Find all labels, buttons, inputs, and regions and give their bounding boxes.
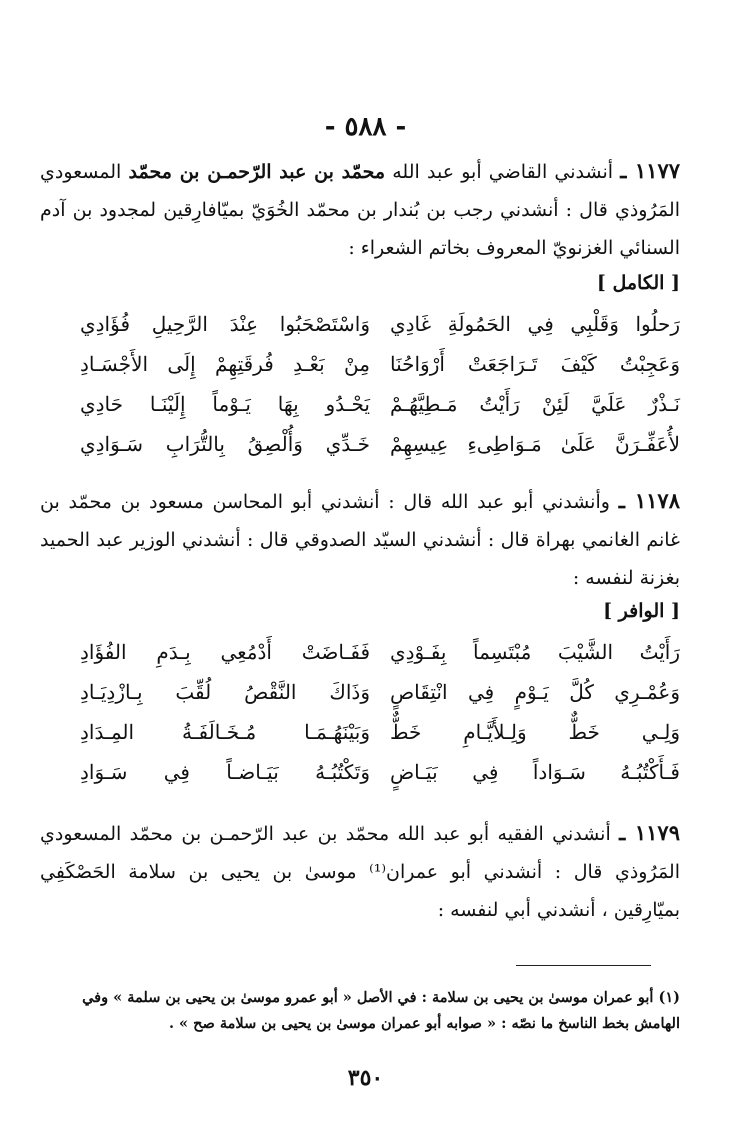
verse-line [80,384,680,424]
verse-second-hemistich: يَحْـدُو بِهَا يَـوْماً إِلَيْنَـا حَادِي [80,392,370,416]
verse-first-hemistich: رَحلُوا وَقَلْبِي فِي الحَمُولَةِ غَادِي [390,312,680,336]
entry-name: محمّد بن عبد الرّحمـن بن محمّد [128,161,386,183]
verse-first-hemistich: وَعَجِبْتُ كَيْفَ تَـرَاجَعَتْ أَرْوَاحُنَا [390,352,680,376]
verse-first-hemistich: نَـذْرٌ عَلَيَّ لَئِنْ رَأَيْتُ مَـطِيَّهُـمْ [390,392,680,416]
verse-second-hemistich: فَفَـاضَتْ أَدْمُعِي بِـدَمِ الفُؤَادِ [80,640,370,664]
verse-line [80,424,680,464]
verse-line [80,752,680,792]
verse-second-hemistich: وَتَكْتُبُـهُ بَيَـاضـاً فِي سَـوَادِ [80,760,370,784]
entry-text: المسعودي المَرُوذي قال : أنشدني رجب بن بُندار بن محمّد الخُوَيّ بميّافارِقين لمجدود بن آدم السنائي الغزنويّ المعروف بخاتم الشعراء : [40,161,680,259]
verse-second-hemistich: خَـدِّي وَأُلْصِقُ بِالتُّرَابِ سَـوَادِي [80,432,370,456]
verse-first-hemistich: وَلِـي خَطٌّ وَلِـلأَيَّـامِ خَطٌّ [390,720,680,744]
entry-1179-paragraph [40,814,680,929]
verse-first-hemistich: رَأَيْتُ الشَّيْبَ مُبْتَسِماً بِفَـوْدِي [390,640,680,664]
verse-second-hemistich: وَبَيْنَهُـمَـا مُـخَـالَفَـةُ المِـدَادِ [80,720,370,744]
entry-number: ١١٧٩ ـ [619,820,680,845]
verse-second-hemistich: مِنْ بَعْـدِ فُرقَتِهِمْ إِلَى الأَجْسَـادِ [80,352,370,376]
entry-text: أنشدني الفقيه أبو عبد الله محمّد بن عبد الرّحمـن بن محمّد المسعودي المَرُوذي قال : أنشدني أبو عمران⁽¹⁾ موسىٰ بن يحيى بن سلامة الحَصْكَفِي بميّارِقين ، أنشدني أبي لنفسه : [40,823,680,921]
entry-number: ١١٧٧ ـ [620,158,681,183]
entry-1178-paragraph [40,482,680,597]
entry-intro: أنشدني القاضي أبو عبد الله [392,161,614,183]
verse-line [80,712,680,752]
verse-first-hemistich: فَـأَكْتُبُـهُ سَـوَاداً فِي بَيَـاضٍ [390,760,680,784]
verse-line [80,672,680,712]
verse-second-hemistich: وَاسْتَصْحَبُوا عِنْدَ الرَّحِيلِ فُؤَادِي [80,312,370,336]
entry-1177-paragraph [40,152,680,267]
footnote: (١) أبو عمران موسىٰ بن يحيى بن سلامة : في الأصل « أبو عمرو موسىٰ بن يحيى بن سلمة » وفي الهامش بخط الناسخ ما نصّه : « صوابه أبو عمران موسىٰ بن يحيى بن سلامة صح » . [82,989,680,1032]
meter-label: [ الوافر ] [603,600,680,622]
verse-first-hemistich: لأُعَفِّـرَنَّ عَلَىٰ مَـوَاطِىءِ عِيسِهِمْ [390,432,680,456]
footnote-divider [516,965,651,966]
verse-line [80,344,680,384]
page-number-bottom: ٣٥٠ [347,1065,384,1091]
entry-number: ١١٧٨ ـ [618,488,680,513]
verse-second-hemistich: وَذَاكَ النَّقْصُ لُقِّبَ بِـازْدِيَـادِ [80,680,370,704]
verse-first-hemistich: وَعُمْـرِي كُلَّ يَـوْمٍ فِي انْتِقَاصٍ [390,680,680,704]
meter-label: [ الكامل ] [596,272,680,294]
entry-text: وأنشدني أبو عبد الله قال : أنشدني أبو المحاسن مسعود بن محمّد بن غانم الغانمي بهراة قال : أنشدني السيّد الصدوقي قال : أنشدني الوزير عبد الحميد بغزنة لنفسه : [40,491,680,589]
verse-line [80,304,680,344]
verse-line [80,632,680,672]
page-number-top: - ٥٨٨ - [324,112,407,142]
